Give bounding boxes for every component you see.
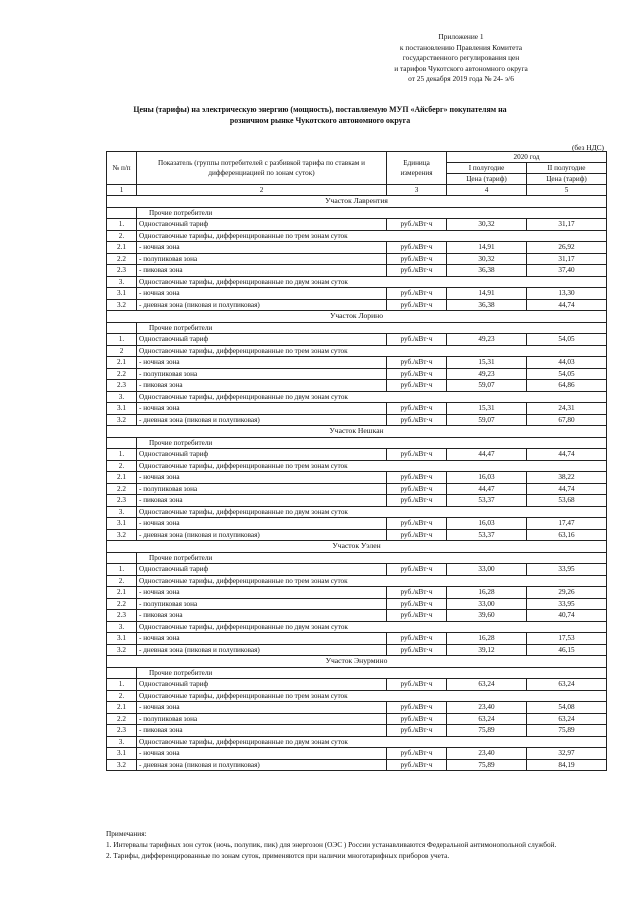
row-value-h2: 63,24 (527, 679, 607, 691)
row-unit: руб./кВт·ч (387, 472, 447, 484)
section-title: Участок Лорино (107, 311, 607, 323)
section-row (107, 541, 607, 553)
row-unit: руб./кВт·ч (387, 414, 447, 426)
row-label: - ночная зона (137, 472, 387, 484)
row-value-h2: 24,31 (527, 403, 607, 415)
table-row (107, 265, 607, 277)
row-value-h1: 44,47 (447, 483, 527, 495)
row-value-h1: 75,89 (447, 759, 527, 771)
table-row (107, 679, 607, 691)
row-number: 2.3 (107, 495, 137, 507)
subheader-label: Одноставочные тарифы, дифференцированные по трем зонам суток (137, 575, 607, 587)
table-body (107, 196, 607, 771)
row-value-h1: 33,00 (447, 598, 527, 610)
row-value-h1: 75,89 (447, 725, 527, 737)
note-item: 2. Тарифы, дифференцированные по зонам суток, применяются при наличии многотарифных приборов учета. (106, 851, 450, 860)
row-number: 3.2 (107, 414, 137, 426)
row-label: Одноставочный тариф (137, 564, 387, 576)
row-label: - полупиковая зона (137, 598, 387, 610)
header-unit: Единица измерения (387, 152, 447, 185)
row-label: - ночная зона (137, 403, 387, 415)
row-label: - ночная зона (137, 702, 387, 714)
row-number (107, 667, 137, 679)
row-number: 1. (107, 679, 137, 691)
row-unit: руб./кВт·ч (387, 219, 447, 231)
row-label: - ночная зона (137, 242, 387, 254)
header-indicator: Показатель (группы потребителей с разбивкой тарифа по ставкам и дифференциацией по зонам суток) (137, 152, 387, 185)
section-title: Участок Энурмино (107, 656, 607, 668)
row-number: 3. (107, 506, 137, 518)
vat-note: (без НДС) (571, 143, 604, 152)
row-number (107, 552, 137, 564)
header-year: 2020 год (447, 152, 607, 163)
section-title: Участок Лаврентия (107, 196, 607, 208)
appendix-line: к постановлению Правления Комитета (399, 42, 523, 52)
col-num-label: 2 (137, 185, 387, 196)
row-value-h1: 44,47 (447, 449, 527, 461)
row-number: 2.1 (107, 357, 137, 369)
group-label: Прочие потребители (137, 552, 607, 564)
row-label: Одноставочный тариф (137, 219, 387, 231)
row-value-h2: 44,74 (527, 299, 607, 311)
row-label: - пиковая зона (137, 725, 387, 737)
appendix-block (346, 32, 576, 85)
appendix-line: государственного регулирования цен (402, 53, 520, 63)
section-title: Участок Нешкан (107, 426, 607, 438)
subheader-row (107, 391, 607, 403)
col-num-label: 4 (447, 185, 527, 196)
row-label: - дневная зона (пиковая и полупиковая) (137, 299, 387, 311)
row-value-h2: 17,47 (527, 518, 607, 530)
row-number: 2. (107, 575, 137, 587)
row-number: 2.1 (107, 587, 137, 599)
row-value-h2: 84,19 (527, 759, 607, 771)
group-label: Прочие потребители (137, 437, 607, 449)
row-value-h2: 75,89 (527, 725, 607, 737)
section-row (107, 311, 607, 323)
group-row (107, 437, 607, 449)
row-unit: руб./кВт·ч (387, 483, 447, 495)
group-row (107, 552, 607, 564)
tariff-table (106, 151, 607, 771)
row-number: 1. (107, 564, 137, 576)
row-number: 3.1 (107, 518, 137, 530)
header-half-1: I полугодие (447, 163, 527, 174)
row-value-h2: 17,53 (527, 633, 607, 645)
table-row (107, 644, 607, 656)
subheader-row (107, 276, 607, 288)
table-row (107, 725, 607, 737)
subheader-label: Одноставочные тарифы, дифференцированные по трем зонам суток (137, 690, 607, 702)
row-number: 3.2 (107, 529, 137, 541)
row-unit: руб./кВт·ч (387, 644, 447, 656)
row-number: 3.2 (107, 759, 137, 771)
row-label: - ночная зона (137, 633, 387, 645)
table-row (107, 403, 607, 415)
row-value-h1: 63,24 (447, 713, 527, 725)
appendix-line: Приложение 1 (438, 32, 484, 41)
row-label: - ночная зона (137, 518, 387, 530)
row-number: 2. (107, 460, 137, 472)
table-row (107, 748, 607, 760)
row-value-h2: 40,74 (527, 610, 607, 622)
row-unit: руб./кВт·ч (387, 725, 447, 737)
row-unit: руб./кВт·ч (387, 265, 447, 277)
subheader-row (107, 736, 607, 748)
row-number: 2.3 (107, 380, 137, 392)
row-value-h2: 44,74 (527, 449, 607, 461)
row-label: - ночная зона (137, 748, 387, 760)
row-number: 3. (107, 276, 137, 288)
table-row (107, 288, 607, 300)
row-unit: руб./кВт·ч (387, 679, 447, 691)
col-num-label: 5 (527, 185, 607, 196)
row-value-h1: 36,38 (447, 265, 527, 277)
row-unit: руб./кВт·ч (387, 334, 447, 346)
row-unit: руб./кВт·ч (387, 253, 447, 265)
table-row (107, 253, 607, 265)
row-unit: руб./кВт·ч (387, 598, 447, 610)
row-value-h1: 30,32 (447, 219, 527, 231)
row-value-h1: 14,91 (447, 242, 527, 254)
table-row (107, 518, 607, 530)
table-row (107, 449, 607, 461)
table-row (107, 357, 607, 369)
row-label: - пиковая зона (137, 495, 387, 507)
row-number: 2 (107, 345, 137, 357)
table-row (107, 759, 607, 771)
table-row (107, 483, 607, 495)
section-row (107, 426, 607, 438)
row-number (107, 322, 137, 334)
subheader-row (107, 230, 607, 242)
row-unit: руб./кВт·ч (387, 748, 447, 760)
header-num: № п/п (107, 152, 137, 185)
notes-block (106, 828, 606, 861)
row-label: - дневная зона (пиковая и полупиковая) (137, 529, 387, 541)
row-value-h2: 64,86 (527, 380, 607, 392)
row-number: 3. (107, 621, 137, 633)
table-row (107, 633, 607, 645)
table-row (107, 380, 607, 392)
note-item: 1. Интервалы тарифных зон суток (ночь, полупик, пик) для энергозон (ОЭС ) России устанавливаются Федеральной антимонопольной службой. (106, 840, 557, 849)
subheader-row (107, 575, 607, 587)
row-unit: руб./кВт·ч (387, 518, 447, 530)
table-row (107, 368, 607, 380)
row-number: 2. (107, 690, 137, 702)
row-value-h2: 26,92 (527, 242, 607, 254)
row-value-h1: 30,32 (447, 253, 527, 265)
row-value-h2: 38,22 (527, 472, 607, 484)
row-unit: руб./кВт·ч (387, 242, 447, 254)
row-value-h2: 13,30 (527, 288, 607, 300)
row-value-h1: 36,38 (447, 299, 527, 311)
row-number: 2. (107, 230, 137, 242)
row-value-h1: 59,07 (447, 380, 527, 392)
row-number: 3.1 (107, 633, 137, 645)
row-number: 3.2 (107, 299, 137, 311)
row-value-h2: 54,08 (527, 702, 607, 714)
row-value-h1: 39,12 (447, 644, 527, 656)
row-number: 2.2 (107, 253, 137, 265)
row-number (107, 207, 137, 219)
row-value-h2: 33,95 (527, 598, 607, 610)
row-value-h2: 54,05 (527, 368, 607, 380)
row-value-h1: 23,40 (447, 748, 527, 760)
table-row (107, 713, 607, 725)
row-value-h2: 32,97 (527, 748, 607, 760)
row-value-h2: 29,26 (527, 587, 607, 599)
row-number: 2.2 (107, 368, 137, 380)
subheader-row (107, 506, 607, 518)
row-label: - пиковая зона (137, 265, 387, 277)
table-row (107, 610, 607, 622)
row-value-h2: 54,05 (527, 334, 607, 346)
row-value-h2: 46,15 (527, 644, 607, 656)
row-value-h1: 16,03 (447, 472, 527, 484)
row-unit: руб./кВт·ч (387, 713, 447, 725)
row-number: 2.3 (107, 610, 137, 622)
col-num-label: 1 (107, 185, 137, 196)
subheader-label: Одноставочные тарифы, дифференцированные по трем зонам суток (137, 230, 607, 242)
row-number: 3. (107, 391, 137, 403)
group-label: Прочие потребители (137, 322, 607, 334)
row-value-h1: 23,40 (447, 702, 527, 714)
subheader-row (107, 345, 607, 357)
subheader-label: Одноставочные тарифы, дифференцированные по двум зонам суток (137, 621, 607, 633)
row-value-h1: 15,31 (447, 357, 527, 369)
row-value-h1: 49,23 (447, 334, 527, 346)
group-label: Прочие потребители (137, 207, 607, 219)
row-unit: руб./кВт·ч (387, 564, 447, 576)
table-row (107, 598, 607, 610)
appendix-line: от 25 декабря 2019 года № 24- э/6 (408, 74, 514, 84)
row-label: - ночная зона (137, 357, 387, 369)
table-row (107, 299, 607, 311)
row-label: - полупиковая зона (137, 713, 387, 725)
row-number: 1. (107, 449, 137, 461)
row-value-h1: 39,60 (447, 610, 527, 622)
row-unit: руб./кВт·ч (387, 403, 447, 415)
row-value-h1: 59,07 (447, 414, 527, 426)
row-label: Одноставочный тариф (137, 334, 387, 346)
row-number: 1. (107, 334, 137, 346)
row-unit: руб./кВт·ч (387, 495, 447, 507)
row-unit: руб./кВт·ч (387, 610, 447, 622)
subheader-row (107, 690, 607, 702)
row-label: Одноставочный тариф (137, 449, 387, 461)
table-row (107, 529, 607, 541)
header-price-1: Цена (тариф) (447, 174, 527, 185)
row-unit: руб./кВт·ч (387, 288, 447, 300)
document-title (90, 104, 550, 126)
header-price-2: Цена (тариф) (527, 174, 607, 185)
table-row (107, 495, 607, 507)
row-number: 3. (107, 736, 137, 748)
section-title: Участок Уэлен (107, 541, 607, 553)
row-value-h1: 16,03 (447, 518, 527, 530)
group-row (107, 322, 607, 334)
table-header (107, 152, 607, 196)
table-row (107, 334, 607, 346)
subheader-label: Одноставочные тарифы, дифференцированные по трем зонам суток (137, 460, 607, 472)
table-row (107, 702, 607, 714)
row-value-h1: 49,23 (447, 368, 527, 380)
row-label: - полупиковая зона (137, 483, 387, 495)
table-row (107, 242, 607, 254)
row-value-h2: 31,17 (527, 253, 607, 265)
row-number: 1. (107, 219, 137, 231)
row-label: - пиковая зона (137, 380, 387, 392)
row-value-h1: 14,91 (447, 288, 527, 300)
subheader-label: Одноставочные тарифы, дифференцированные по двум зонам суток (137, 276, 607, 288)
col-num-label: 3 (387, 185, 447, 196)
subheader-label: Одноставочные тарифы, дифференцированные по трем зонам суток (137, 345, 607, 357)
row-number: 3.1 (107, 288, 137, 300)
table-row (107, 472, 607, 484)
row-value-h2: 33,95 (527, 564, 607, 576)
table-row (107, 219, 607, 231)
row-unit: руб./кВт·ч (387, 529, 447, 541)
row-number: 2.3 (107, 725, 137, 737)
row-number: 3.1 (107, 748, 137, 760)
row-number: 3.1 (107, 403, 137, 415)
row-unit: руб./кВт·ч (387, 368, 447, 380)
row-value-h1: 33,00 (447, 564, 527, 576)
table-row (107, 587, 607, 599)
title-line: Цены (тарифы) на электрическую энергию (мощность), поставляемую МУП «Айсберг» покупателям на (133, 105, 507, 114)
row-label: - пиковая зона (137, 610, 387, 622)
row-label: - полупиковая зона (137, 253, 387, 265)
notes-heading: Примечания: (106, 829, 147, 838)
row-unit: руб./кВт·ч (387, 357, 447, 369)
subheader-label: Одноставочные тарифы, дифференцированные по двум зонам суток (137, 736, 607, 748)
row-number: 2.2 (107, 598, 137, 610)
row-value-h2: 53,68 (527, 495, 607, 507)
row-unit: руб./кВт·ч (387, 380, 447, 392)
subheader-row (107, 460, 607, 472)
row-number: 2.2 (107, 713, 137, 725)
row-value-h2: 37,40 (527, 265, 607, 277)
row-unit: руб./кВт·ч (387, 299, 447, 311)
section-row (107, 656, 607, 668)
subheader-row (107, 621, 607, 633)
subheader-label: Одноставочные тарифы, дифференцированные по двум зонам суток (137, 506, 607, 518)
row-number: 2.1 (107, 702, 137, 714)
row-unit: руб./кВт·ч (387, 633, 447, 645)
appendix-line: и тарифов Чукотского автономного округа (394, 63, 528, 73)
title-line: розничном рынке Чукотского автономного округа (229, 116, 411, 125)
row-value-h1: 63,24 (447, 679, 527, 691)
row-value-h1: 16,28 (447, 587, 527, 599)
row-value-h2: 31,17 (527, 219, 607, 231)
group-label: Прочие потребители (137, 667, 607, 679)
table-row (107, 564, 607, 576)
row-label: Одноставочный тариф (137, 679, 387, 691)
row-value-h1: 16,28 (447, 633, 527, 645)
row-value-h1: 15,31 (447, 403, 527, 415)
group-row (107, 207, 607, 219)
row-value-h1: 53,37 (447, 495, 527, 507)
row-value-h2: 63,24 (527, 713, 607, 725)
row-label: - дневная зона (пиковая и полупиковая) (137, 644, 387, 656)
row-label: - полупиковая зона (137, 368, 387, 380)
row-number (107, 437, 137, 449)
group-row (107, 667, 607, 679)
row-label: - дневная зона (пиковая и полупиковая) (137, 759, 387, 771)
row-value-h2: 63,16 (527, 529, 607, 541)
row-label: - ночная зона (137, 288, 387, 300)
row-label: - дневная зона (пиковая и полупиковая) (137, 414, 387, 426)
subheader-label: Одноставочные тарифы, дифференцированные по двум зонам суток (137, 391, 607, 403)
row-value-h2: 67,80 (527, 414, 607, 426)
row-number: 2.1 (107, 242, 137, 254)
row-number: 2.3 (107, 265, 137, 277)
table-row (107, 414, 607, 426)
row-unit: руб./кВт·ч (387, 759, 447, 771)
section-row (107, 196, 607, 208)
row-value-h2: 44,74 (527, 483, 607, 495)
row-number: 2.1 (107, 472, 137, 484)
row-number: 3.2 (107, 644, 137, 656)
row-value-h1: 53,37 (447, 529, 527, 541)
row-unit: руб./кВт·ч (387, 587, 447, 599)
header-half-2: II полугодие (527, 163, 607, 174)
row-number: 2.2 (107, 483, 137, 495)
row-label: - ночная зона (137, 587, 387, 599)
row-unit: руб./кВт·ч (387, 702, 447, 714)
row-value-h2: 44,03 (527, 357, 607, 369)
row-unit: руб./кВт·ч (387, 449, 447, 461)
